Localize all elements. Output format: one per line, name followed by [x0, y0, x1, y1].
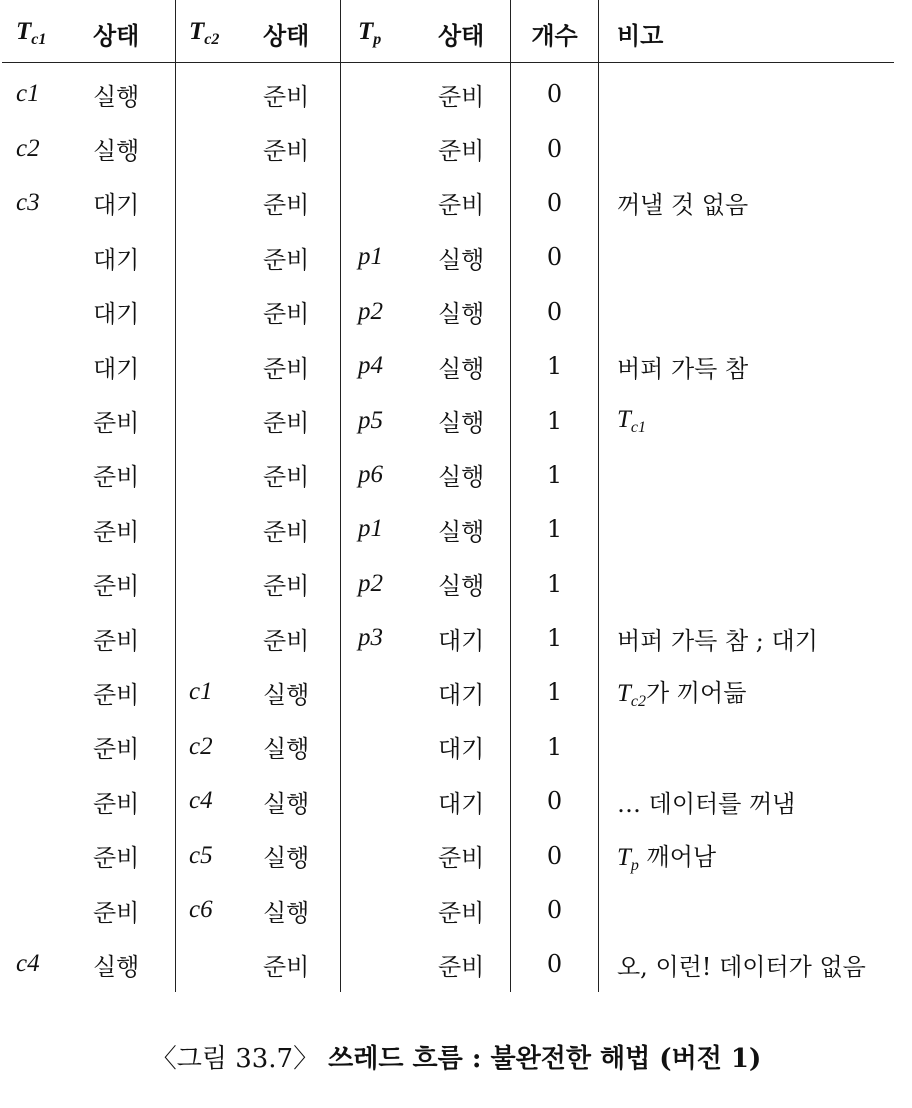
cell-tc2 — [176, 393, 264, 447]
cell-state-1: 준비 — [93, 572, 140, 601]
cell-tp: p6 — [341, 448, 439, 502]
cell-state-2: 준비 — [263, 517, 310, 546]
cell-note — [599, 230, 895, 284]
cell-tc1: c2 — [16, 134, 40, 162]
cell-state-2: 실행 — [263, 898, 310, 927]
cell-tc1 — [2, 285, 93, 339]
cell-note — [599, 502, 895, 556]
cell-note: 오, 이런! 데이터가 없음 — [599, 937, 895, 991]
cell-tp — [341, 665, 439, 719]
cell-state-3: 실행 — [438, 409, 485, 438]
header-tc2: $T_{c2}$ — [176, 0, 264, 63]
cell-count: 1 — [511, 448, 599, 502]
table-row — [2, 285, 894, 339]
cell-state-2: 준비 — [263, 137, 310, 166]
table-row — [2, 393, 894, 447]
header-note: 비고 — [599, 0, 895, 63]
cell-tc2 — [176, 611, 264, 665]
cell-note — [599, 448, 895, 502]
cell-count: 1 — [511, 502, 599, 556]
cell-state-3: 실행 — [438, 463, 485, 492]
cell-tp: p2 — [341, 285, 439, 339]
cell-state-3: 실행 — [438, 245, 485, 274]
cell-tc2 — [176, 176, 264, 230]
cell-tc2 — [176, 557, 264, 611]
cell-tc1 — [2, 774, 93, 828]
cell-note — [599, 557, 895, 611]
cell-state-2: 준비 — [263, 626, 310, 655]
caption-text: 쓰레드 흐름 : 불완전한 해법 (버전 1) — [328, 1044, 762, 1074]
cell-count: 0 — [511, 176, 599, 230]
cell-count: 0 — [511, 883, 599, 937]
header-state-1: 상태 — [93, 0, 176, 63]
note-math: $T_{c1}$ — [617, 405, 647, 436]
cell-count: 1 — [511, 720, 599, 774]
note-math: $T_{c2}$ — [617, 680, 647, 711]
cell-tc1 — [2, 393, 93, 447]
cell-state-3: 준비 — [438, 191, 485, 220]
cell-state-2: 실행 — [263, 789, 310, 818]
cell-note — [599, 828, 895, 882]
cell-state-3: 대기 — [438, 789, 485, 818]
cell-state-1: 대기 — [93, 300, 140, 329]
cell-tc1 — [2, 448, 93, 502]
cell-count: 1 — [511, 339, 599, 393]
header-state-2: 상태 — [263, 0, 341, 63]
cell-state-3: 대기 — [438, 735, 485, 764]
cell-tc2 — [176, 448, 264, 502]
cell-note — [599, 121, 895, 175]
cell-state-3: 준비 — [438, 898, 485, 927]
cell-state-3: 준비 — [438, 952, 485, 981]
cell-tp: p5 — [341, 393, 439, 447]
cell-tp — [341, 883, 439, 937]
cell-count: 0 — [511, 63, 599, 122]
cell-tc2 — [176, 63, 264, 122]
cell-count: 0 — [511, 937, 599, 991]
cell-state-2: 준비 — [263, 82, 310, 111]
cell-tp — [341, 828, 439, 882]
cell-count: 1 — [511, 557, 599, 611]
caption-label: 〈그림 33.7〉 — [150, 1044, 320, 1074]
cell-note — [599, 720, 895, 774]
cell-state-2: 실행 — [263, 680, 310, 709]
cell-state-3: 대기 — [438, 680, 485, 709]
cell-count: 1 — [511, 611, 599, 665]
cell-state-2: 준비 — [263, 354, 310, 383]
cell-tc2 — [176, 502, 264, 556]
cell-tc1 — [2, 828, 93, 882]
cell-tc2 — [176, 937, 264, 991]
table-row — [2, 176, 894, 230]
cell-state-1: 대기 — [93, 191, 140, 220]
cell-tc2 — [176, 230, 264, 284]
table-row — [2, 828, 894, 882]
cell-tp — [341, 774, 439, 828]
cell-tp: p2 — [341, 557, 439, 611]
cell-tc2 — [176, 285, 264, 339]
cell-state-1: 실행 — [93, 952, 140, 981]
note-text: 깨어남 — [638, 842, 717, 871]
cell-tc1: c1 — [16, 80, 40, 108]
cell-tc2: c6 — [176, 883, 264, 937]
cell-state-1: 준비 — [93, 626, 140, 655]
cell-state-2: 준비 — [263, 409, 310, 438]
cell-tc2: c1 — [176, 665, 264, 719]
thread-trace-table — [2, 0, 894, 992]
header-row — [2, 0, 894, 63]
cell-state-3: 대기 — [438, 626, 485, 655]
cell-tp — [341, 720, 439, 774]
cell-state-3: 실행 — [438, 517, 485, 546]
cell-tc1 — [2, 611, 93, 665]
cell-state-1: 준비 — [93, 409, 140, 438]
cell-note: … 데이터를 꺼냄 — [599, 774, 895, 828]
cell-tp — [341, 121, 439, 175]
cell-count: 0 — [511, 774, 599, 828]
cell-note: 꺼낼 것 없음 — [599, 176, 895, 230]
table-row — [2, 937, 894, 991]
cell-tc1 — [2, 339, 93, 393]
cell-state-1: 대기 — [93, 245, 140, 274]
cell-tc2: c4 — [176, 774, 264, 828]
cell-note — [599, 665, 895, 719]
cell-count: 0 — [511, 230, 599, 284]
cell-state-2: 준비 — [263, 952, 310, 981]
cell-state-1: 실행 — [93, 82, 140, 111]
cell-state-1: 준비 — [93, 680, 140, 709]
cell-tc1 — [2, 883, 93, 937]
cell-tp — [341, 937, 439, 991]
header-state-3: 상태 — [438, 0, 511, 63]
cell-note: 버퍼 가득 참 — [599, 339, 895, 393]
cell-note — [599, 285, 895, 339]
cell-tp: p1 — [341, 502, 439, 556]
table-row — [2, 63, 894, 122]
cell-count: 0 — [511, 121, 599, 175]
cell-tc1 — [2, 557, 93, 611]
note-text: 가 끼어듦 — [646, 679, 747, 708]
cell-note — [599, 63, 895, 122]
cell-tc1: c3 — [16, 188, 40, 216]
table-row — [2, 230, 894, 284]
cell-state-2: 실행 — [263, 735, 310, 764]
cell-state-2: 준비 — [263, 245, 310, 274]
cell-count: 1 — [511, 393, 599, 447]
cell-tc1 — [2, 230, 93, 284]
cell-note — [599, 393, 895, 447]
cell-state-1: 실행 — [93, 137, 140, 166]
cell-state-3: 준비 — [438, 82, 485, 111]
cell-tc2: c5 — [176, 828, 264, 882]
cell-tp: p1 — [341, 230, 439, 284]
cell-state-1: 준비 — [93, 844, 140, 873]
cell-state-1: 준비 — [93, 735, 140, 764]
header-count: 개수 — [511, 0, 599, 63]
cell-note: 버퍼 가득 참 ; 대기 — [599, 611, 895, 665]
header-tp: $T_p$ — [341, 0, 439, 63]
cell-state-1: 준비 — [93, 517, 140, 546]
cell-tp — [341, 63, 439, 122]
figure-caption — [0, 1038, 912, 1075]
cell-tc2: c2 — [176, 720, 264, 774]
cell-tc1 — [2, 665, 93, 719]
cell-state-3: 실행 — [438, 572, 485, 601]
cell-note — [599, 883, 895, 937]
cell-state-3: 준비 — [438, 844, 485, 873]
cell-state-1: 준비 — [93, 898, 140, 927]
cell-tp — [341, 176, 439, 230]
cell-tc2 — [176, 339, 264, 393]
cell-count: 0 — [511, 285, 599, 339]
table-row — [2, 774, 894, 828]
header-tc1: $T_{c1}$ — [2, 0, 93, 63]
cell-state-2: 실행 — [263, 844, 310, 873]
cell-state-1: 대기 — [93, 354, 140, 383]
cell-state-1: 준비 — [93, 789, 140, 818]
cell-tc1 — [2, 502, 93, 556]
table-row — [2, 448, 894, 502]
table-row — [2, 665, 894, 719]
cell-count: 0 — [511, 828, 599, 882]
cell-state-1: 준비 — [93, 463, 140, 492]
cell-tp: p4 — [341, 339, 439, 393]
cell-state-2: 준비 — [263, 191, 310, 220]
cell-state-3: 실행 — [438, 300, 485, 329]
cell-state-2: 준비 — [263, 463, 310, 492]
cell-tc2 — [176, 121, 264, 175]
cell-state-3: 준비 — [438, 137, 485, 166]
cell-tp: p3 — [341, 611, 439, 665]
cell-state-2: 준비 — [263, 572, 310, 601]
table-row — [2, 121, 894, 175]
table-row — [2, 883, 894, 937]
table-row — [2, 502, 894, 556]
table-row — [2, 720, 894, 774]
cell-count: 1 — [511, 665, 599, 719]
cell-tc1: c4 — [16, 950, 40, 978]
table-row — [2, 611, 894, 665]
cell-tc1 — [2, 720, 93, 774]
cell-state-3: 실행 — [438, 354, 485, 383]
table-row — [2, 557, 894, 611]
table-row — [2, 339, 894, 393]
cell-state-2: 준비 — [263, 300, 310, 329]
note-math: $T_p$ — [617, 843, 639, 874]
